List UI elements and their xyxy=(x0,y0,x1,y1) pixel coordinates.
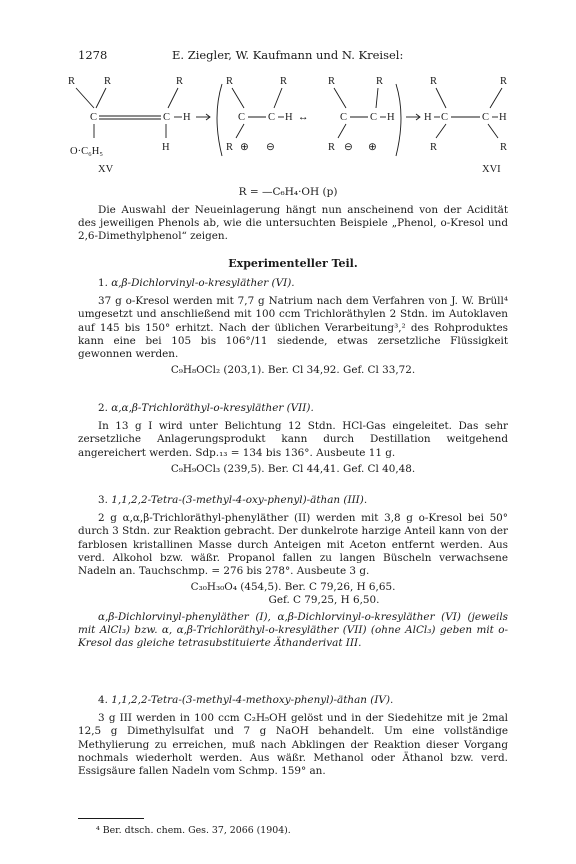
experiment-note: α,β-Dichlorvinyl-phenyläther (I), α,β-Dichlorvinyl-o-kresyläther (VI) (jeweils mit AlCl₃) bzw. α, α,β-Trichloräthyl-o-kresyläther (VII) (ohne AlCl₃) geben mit o-Kresol das gleiche tetrasubstituierte Äthanderivat III. xyxy=(78,610,508,650)
svg-text:⊕: ⊕ xyxy=(240,142,249,153)
svg-text:R: R xyxy=(430,142,438,153)
svg-text:R: R xyxy=(430,76,438,87)
svg-text:H: H xyxy=(499,112,507,123)
svg-text:R: R xyxy=(328,76,336,87)
svg-text:C: C xyxy=(482,112,490,123)
svg-text:⊖: ⊖ xyxy=(266,142,275,153)
compound-label-xvi: XVI xyxy=(482,164,501,175)
section-title: Experimenteller Teil. xyxy=(228,257,358,270)
svg-text:H: H xyxy=(387,112,395,123)
svg-text:C: C xyxy=(268,112,276,123)
svg-text:C: C xyxy=(238,112,246,123)
svg-text:R: R xyxy=(280,76,288,87)
elemental-analysis: C₉H₈OCl₂ (203,1). Ber. Cl 34,92. Gef. Cl 33,72. xyxy=(170,364,416,377)
svg-text:R: R xyxy=(226,142,234,153)
footnote-rule xyxy=(78,818,144,819)
svg-text:R: R xyxy=(328,142,336,153)
elemental-analysis: C₃₀H₃₀O₄ (454,5). Ber. C 79,26, H 6,65. xyxy=(190,581,396,594)
header-title: E. Ziegler, W. Kaufmann und N. Kreisel: xyxy=(172,48,404,62)
svg-text:C: C xyxy=(340,112,348,123)
svg-text:R: R xyxy=(376,76,384,87)
reaction-scheme xyxy=(66,66,516,188)
svg-text:R: R xyxy=(500,76,508,87)
svg-text:R: R xyxy=(104,76,112,87)
svg-text:O·C₆H₅: O·C₆H₅ xyxy=(70,146,103,157)
experiment-4: 4. 1,1,2,2-Tetra-(3-methyl-4-methoxy-phenyl)-äthan (IV). 3 g III werden in 100 ccm C₂H₅OH gelöst und in der Siedehitze mit je 2mal 12,5 g Dimethylsulfat und 7 g NaOH behandelt. Um eine vollständige Methylierung zu erreichen, muß nach Abklingen der Reaktion dieser Vorgang nochmals wiederholt werden. Aus wäßr. Methanol oder Äthanol bzw. verd. Essigsäure fallen Nadeln vom Schmp. 159° an. xyxy=(78,694,508,778)
experiment-heading: 1,1,2,2-Tetra-(3-methyl-4-oxy-phenyl)-äthan (III). xyxy=(111,494,368,506)
experiment-3: 3. 1,1,2,2-Tetra-(3-methyl-4-oxy-phenyl)-äthan (III). 2 g α,α,β-Trichloräthyl-phenyläther (II) werden mit 3,8 g o-Kresol bei 50° durch 3 Stdn. zur Reaktion gebracht. Der dunkelrote harzige Anteil kann von der farblosen kristallinen Masse durch Anteigen mit Aceton entfernt werden. Aus verd. Alkohol bzw. wäßr. Propanol fallen zu langen Büscheln verwachsene Nadeln an. Tauchschmp. = 276 bis 278°. Ausbeute 3 g. C₃₀H₃₀O₄ (454,5). Ber. C 79,26, H 6,65. Gef. C 79,25, H 6,50. α,β-Dichlorvinyl-phenyläther (I), α,β-Dichlorvinyl-o-kresyläther (VI) (jeweils mit AlCl₃) bzw. α, α,β-Trichloräthyl-o-kresyläther (VII) (ohne AlCl₃) geben mit o-Kresol das gleiche tetrasubstituierte Äthanderivat III. xyxy=(78,494,508,650)
svg-text:H: H xyxy=(162,142,170,153)
svg-text:H: H xyxy=(183,112,191,123)
svg-text:R: R xyxy=(176,76,184,87)
experiment-1: 1. α,β-Dichlorvinyl-o-kresyläther (VI). 37 g o-Kresol werden mit 7,7 g Natrium nach dem Verfahren von J. W. Brüll⁴ umgesetzt und anschließend mit 100 ccm Trichloräthylen 2 Stdn. im Autoklaven auf 145 bis 150° erhitzt. Nach der üblichen Verarbeitung³,² des Rohproduktes kann eine bei 105 bis 106°/11 siedende, etwas zersetzliche Flüssigkeit gewonnen werden. C₉H₈OCl₂ (203,1). Ber. Cl 34,92. Gef. Cl 33,72. xyxy=(78,277,508,377)
svg-text:⊖: ⊖ xyxy=(344,142,353,153)
scheme-r: R xyxy=(68,76,76,87)
svg-text:C: C xyxy=(163,112,171,123)
svg-text:C: C xyxy=(370,112,378,123)
experiment-heading: α,β-Dichlorvinyl-o-kresyläther (VI). xyxy=(111,277,295,289)
svg-text:R: R xyxy=(226,76,234,87)
footnote: ⁴ Ber. dtsch. chem. Ges. 37, 2066 (1904). xyxy=(96,825,291,836)
elemental-analysis: C₉H₉OCl₃ (239,5). Ber. Cl 44,41. Gef. Cl 40,48. xyxy=(170,462,416,475)
r-definition: R = —C₆H₄·OH (p) xyxy=(238,186,338,198)
svg-text:C: C xyxy=(441,112,449,123)
page-number: 1278 xyxy=(78,48,108,62)
svg-text:H: H xyxy=(285,112,293,123)
svg-text:H: H xyxy=(424,112,432,123)
svg-text:R: R xyxy=(500,142,508,153)
experiment-2: 2. α,α,β-Trichloräthyl-o-kresyläther (VII). In 13 g I wird unter Belichtung 12 Stdn. HCl-Gas eingeleitet. Das sehr zersetzliche Anlagerungsprodukt kann durch Destillation weitgehend angereichert werden. Sdp.₁₃ = 134 bis 136°. Ausbeute 11 g. C₉H₉OCl₃ (239,5). Ber. Cl 44,41. Gef. Cl 40,48. xyxy=(78,402,508,475)
compound-label-xv: XV xyxy=(98,164,114,175)
svg-text:↔: ↔ xyxy=(298,112,309,123)
elemental-analysis-found: Gef. C 79,25, H 6,50. xyxy=(268,594,380,607)
experiment-heading: 1,1,2,2-Tetra-(3-methyl-4-methoxy-phenyl)-äthan (IV). xyxy=(111,694,394,706)
svg-text:⊕: ⊕ xyxy=(368,142,377,153)
intro-paragraph: Die Auswahl der Neueinlagerung hängt nun anscheinend von der Acidität des jeweiligen Phenols ab, wie die untersuchten Beispiele „Phenol, o-Kresol und 2,6-Dimethylphenol“ zeigen. xyxy=(78,204,508,243)
svg-text:C: C xyxy=(90,112,98,123)
experiment-heading: α,α,β-Trichloräthyl-o-kresyläther (VII). xyxy=(111,402,314,414)
